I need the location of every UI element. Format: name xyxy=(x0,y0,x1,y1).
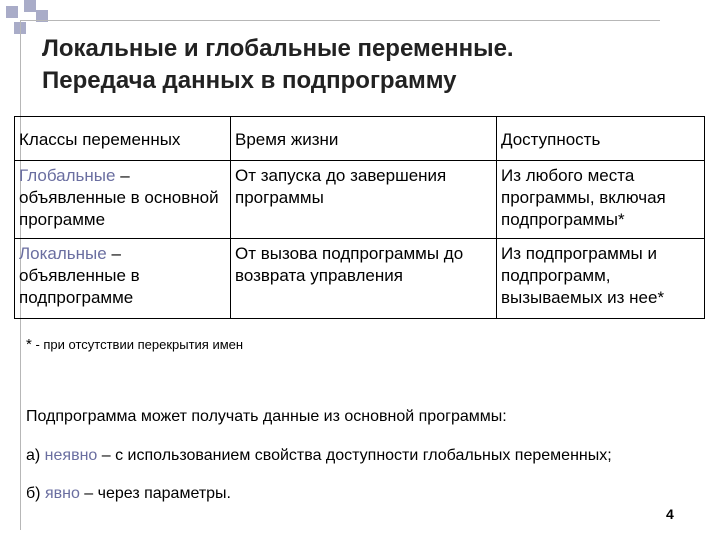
item-a xyxy=(26,447,612,465)
access-cell: Из любого места программы, включая подпрограммы* xyxy=(497,161,705,239)
title-line-1: Локальные и глобальные переменные. xyxy=(42,35,514,62)
lifetime-cell: От вызова подпрограммы до возврата управления xyxy=(231,239,497,319)
table-row xyxy=(15,239,705,319)
item-b-text: – через параметры. xyxy=(79,485,231,502)
header-cell: Время жизни xyxy=(231,117,497,161)
footnote xyxy=(26,336,243,353)
lifetime-cell: От запуска до завершения программы xyxy=(231,161,497,239)
class-keyword: Глобальные xyxy=(19,166,116,185)
item-a-keyword: неявно xyxy=(44,447,98,464)
footnote-text: - при отсутствии перекрытия имен xyxy=(31,337,244,352)
item-b xyxy=(26,485,231,503)
class-description: – объявленные в основной программе xyxy=(19,166,219,229)
title-line-2: Передача данных в подпрограмму xyxy=(42,67,457,94)
table-row xyxy=(15,161,705,239)
variables-table xyxy=(14,116,705,319)
table-header-row xyxy=(15,117,705,161)
item-b-prefix: б) xyxy=(26,485,45,502)
item-a-text: – с использованием свойства доступности глобальных переменных; xyxy=(97,447,612,464)
access-cell: Из подпрограммы и подпрограмм, вызываемых из нее* xyxy=(497,239,705,319)
item-b-keyword: явно xyxy=(44,485,80,502)
header-cell: Доступность xyxy=(497,117,705,161)
class-description: – объявленные в подпрограмме xyxy=(19,244,140,307)
header-cell: Классы переменных xyxy=(15,117,231,161)
item-a-prefix: а) xyxy=(26,447,45,464)
class-keyword: Локальные xyxy=(19,244,107,263)
page-number: 4 xyxy=(666,506,674,522)
slide-title xyxy=(42,33,682,97)
class-cell xyxy=(15,161,231,239)
class-cell xyxy=(15,239,231,319)
intro-paragraph: Подпрограмма может получать данные из основной программы: xyxy=(26,408,507,425)
footnote-star: * xyxy=(26,336,32,353)
horizontal-rule xyxy=(20,20,660,21)
